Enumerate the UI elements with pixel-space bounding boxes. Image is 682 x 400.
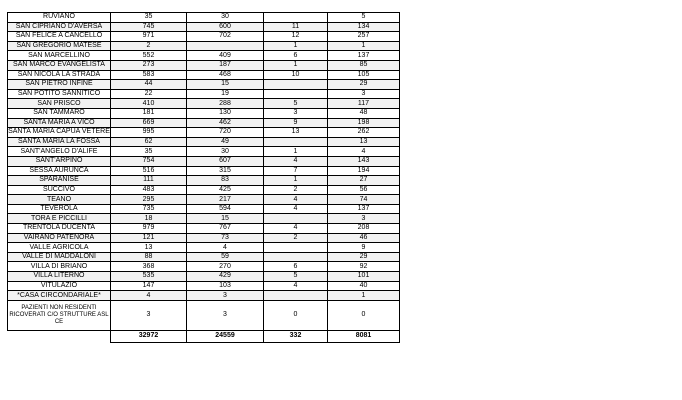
row-value-cell: 30 bbox=[187, 147, 264, 157]
row-name-cell: SUCCIVO bbox=[8, 185, 111, 195]
table-row bbox=[8, 147, 400, 157]
row-value-cell: 5 bbox=[264, 272, 328, 282]
row-value-cell: 121 bbox=[111, 233, 187, 243]
table-row bbox=[8, 32, 400, 42]
table-row bbox=[8, 166, 400, 176]
row-value-cell: 29 bbox=[328, 252, 400, 262]
row-value-cell: 147 bbox=[111, 281, 187, 291]
table-row bbox=[8, 272, 400, 282]
table-row bbox=[8, 281, 400, 291]
row-value-cell: 257 bbox=[328, 32, 400, 42]
row-value-cell: 1 bbox=[264, 147, 328, 157]
row-value-cell: 85 bbox=[328, 60, 400, 70]
row-value-cell bbox=[187, 41, 264, 51]
row-value-cell: 4 bbox=[111, 291, 187, 301]
row-name-cell: SANT'ARPINO bbox=[8, 156, 111, 166]
table-row bbox=[8, 51, 400, 61]
row-name-cell: TORA E PICCILLI bbox=[8, 214, 111, 224]
row-value-cell: 35 bbox=[111, 13, 187, 23]
row-value-cell: 745 bbox=[111, 22, 187, 32]
row-value-cell: 12 bbox=[264, 32, 328, 42]
row-value-cell: 4 bbox=[264, 204, 328, 214]
row-name-cell: SAN TAMMARO bbox=[8, 108, 111, 118]
row-value-cell: 103 bbox=[187, 281, 264, 291]
table-row bbox=[8, 108, 400, 118]
row-value-cell: 62 bbox=[111, 137, 187, 147]
row-value-cell: 29 bbox=[328, 80, 400, 90]
row-value-cell: 1 bbox=[328, 41, 400, 51]
table-row bbox=[8, 128, 400, 138]
row-value-cell bbox=[264, 252, 328, 262]
row-value-cell: 594 bbox=[187, 204, 264, 214]
row-value-cell: 111 bbox=[111, 176, 187, 186]
row-name-cell: SAN MARCELLINO bbox=[8, 51, 111, 61]
row-value-cell: 754 bbox=[111, 156, 187, 166]
row-value-cell: 6 bbox=[264, 51, 328, 61]
row-value-cell: 4 bbox=[264, 156, 328, 166]
row-value-cell: 2 bbox=[111, 41, 187, 51]
row-value-cell bbox=[264, 243, 328, 253]
row-name-cell: VILLA DI BRIANO bbox=[8, 262, 111, 272]
row-value-cell: 468 bbox=[187, 70, 264, 80]
row-value-cell: 735 bbox=[111, 204, 187, 214]
table-row bbox=[8, 156, 400, 166]
row-value-cell bbox=[264, 89, 328, 99]
row-name-cell: TRENTOLA DUCENTA bbox=[8, 224, 111, 234]
data-table-container bbox=[7, 12, 400, 343]
row-value-cell: 2 bbox=[264, 233, 328, 243]
row-value-cell: 92 bbox=[328, 262, 400, 272]
totals-empty-cell bbox=[8, 330, 111, 342]
row-value-cell: 767 bbox=[187, 224, 264, 234]
row-value-cell: 130 bbox=[187, 108, 264, 118]
row-name-cell: VALLE AGRICOLA bbox=[8, 243, 111, 253]
row-value-cell: 18 bbox=[111, 214, 187, 224]
total-cell: 8081 bbox=[328, 330, 400, 342]
table-row bbox=[8, 291, 400, 301]
row-value-cell bbox=[264, 13, 328, 23]
row-value-cell: 217 bbox=[187, 195, 264, 205]
row-value-cell: 10 bbox=[264, 70, 328, 80]
table-row bbox=[8, 99, 400, 109]
row-value-cell: 194 bbox=[328, 166, 400, 176]
row-value-cell: 971 bbox=[111, 32, 187, 42]
row-value-cell: 535 bbox=[111, 272, 187, 282]
row-value-cell: 273 bbox=[111, 60, 187, 70]
row-value-cell: 56 bbox=[328, 185, 400, 195]
row-name-cell: SAN CIPRIANO D'AVERSA bbox=[8, 22, 111, 32]
row-value-cell: 702 bbox=[187, 32, 264, 42]
row-value-cell: 35 bbox=[111, 147, 187, 157]
row-value-cell: 137 bbox=[328, 51, 400, 61]
table-row bbox=[8, 80, 400, 90]
row-value-cell: 6 bbox=[264, 262, 328, 272]
row-value-cell: 3 bbox=[328, 214, 400, 224]
row-value-cell: 181 bbox=[111, 108, 187, 118]
row-name-cell: SAN PIETRO INFINE bbox=[8, 80, 111, 90]
row-value-cell: 4 bbox=[328, 147, 400, 157]
row-value-cell: 134 bbox=[328, 22, 400, 32]
row-value-cell: 979 bbox=[111, 224, 187, 234]
table-row bbox=[8, 224, 400, 234]
row-value-cell: 669 bbox=[111, 118, 187, 128]
row-value-cell: 3 bbox=[187, 300, 264, 330]
row-value-cell: 19 bbox=[187, 89, 264, 99]
row-value-cell: 13 bbox=[264, 128, 328, 138]
row-value-cell: 4 bbox=[264, 281, 328, 291]
row-name-cell: VILLA LITERNO bbox=[8, 272, 111, 282]
row-value-cell: 295 bbox=[111, 195, 187, 205]
row-value-cell: 1 bbox=[328, 291, 400, 301]
row-name-cell: TEVEROLA bbox=[8, 204, 111, 214]
row-name-cell: SAN GREGORIO MATESE bbox=[8, 41, 111, 51]
row-value-cell bbox=[264, 80, 328, 90]
row-value-cell: 607 bbox=[187, 156, 264, 166]
table-row bbox=[8, 89, 400, 99]
row-value-cell: 4 bbox=[264, 224, 328, 234]
row-value-cell: 368 bbox=[111, 262, 187, 272]
row-name-cell: SAN PRISCO bbox=[8, 99, 111, 109]
table-row bbox=[8, 185, 400, 195]
row-value-cell: 74 bbox=[328, 195, 400, 205]
row-value-cell: 1 bbox=[264, 60, 328, 70]
row-value-cell: 88 bbox=[111, 252, 187, 262]
table-row-totals bbox=[8, 330, 400, 342]
table-row bbox=[8, 22, 400, 32]
row-value-cell: 9 bbox=[264, 118, 328, 128]
total-cell: 332 bbox=[264, 330, 328, 342]
row-value-cell: 262 bbox=[328, 128, 400, 138]
row-value-cell: 4 bbox=[264, 195, 328, 205]
row-name-cell: SESSA AURUNCA bbox=[8, 166, 111, 176]
row-value-cell: 137 bbox=[328, 204, 400, 214]
row-value-cell: 117 bbox=[328, 99, 400, 109]
row-value-cell: 49 bbox=[187, 137, 264, 147]
row-value-cell: 1 bbox=[264, 41, 328, 51]
row-name-cell: RUVIANO bbox=[8, 13, 111, 23]
row-name-cell: PAZIENTI NON RESIDENTI RICOVERATI C/O STRUTTURE ASL CE bbox=[8, 300, 111, 330]
row-value-cell: 483 bbox=[111, 185, 187, 195]
row-name-cell: VAIRANO PATENORA bbox=[8, 233, 111, 243]
row-value-cell: 48 bbox=[328, 108, 400, 118]
table-row-nonresident bbox=[8, 300, 400, 330]
row-value-cell: 22 bbox=[111, 89, 187, 99]
table-row bbox=[8, 118, 400, 128]
row-name-cell: VALLE DI MADDALONI bbox=[8, 252, 111, 262]
row-value-cell: 7 bbox=[264, 166, 328, 176]
row-value-cell: 3 bbox=[111, 300, 187, 330]
row-value-cell: 143 bbox=[328, 156, 400, 166]
table-row bbox=[8, 214, 400, 224]
row-value-cell: 73 bbox=[187, 233, 264, 243]
row-value-cell: 105 bbox=[328, 70, 400, 80]
row-value-cell: 583 bbox=[111, 70, 187, 80]
table-row bbox=[8, 195, 400, 205]
row-value-cell bbox=[264, 214, 328, 224]
row-value-cell: 4 bbox=[187, 243, 264, 253]
row-value-cell: 720 bbox=[187, 128, 264, 138]
row-value-cell: 198 bbox=[328, 118, 400, 128]
row-name-cell: SANT'ANGELO D'ALIFE bbox=[8, 147, 111, 157]
table-row bbox=[8, 233, 400, 243]
row-value-cell: 600 bbox=[187, 22, 264, 32]
row-value-cell: 5 bbox=[328, 13, 400, 23]
table-row bbox=[8, 137, 400, 147]
row-value-cell: 270 bbox=[187, 262, 264, 272]
row-name-cell: SANTA MARIA A VICO bbox=[8, 118, 111, 128]
row-value-cell: 1 bbox=[264, 176, 328, 186]
total-cell: 24559 bbox=[187, 330, 264, 342]
row-value-cell: 59 bbox=[187, 252, 264, 262]
row-value-cell bbox=[264, 291, 328, 301]
table-row bbox=[8, 176, 400, 186]
row-name-cell: SPARANISE bbox=[8, 176, 111, 186]
row-name-cell: SAN MARCO EVANGELISTA bbox=[8, 60, 111, 70]
table-row bbox=[8, 243, 400, 253]
table-row bbox=[8, 262, 400, 272]
row-value-cell: 187 bbox=[187, 60, 264, 70]
row-value-cell: 30 bbox=[187, 13, 264, 23]
row-value-cell: 552 bbox=[111, 51, 187, 61]
row-value-cell: 3 bbox=[328, 89, 400, 99]
row-value-cell: 410 bbox=[111, 99, 187, 109]
table-row bbox=[8, 204, 400, 214]
row-value-cell: 5 bbox=[264, 99, 328, 109]
row-value-cell: 13 bbox=[328, 137, 400, 147]
row-value-cell: 462 bbox=[187, 118, 264, 128]
row-value-cell: 44 bbox=[111, 80, 187, 90]
row-value-cell: 429 bbox=[187, 272, 264, 282]
row-value-cell: 2 bbox=[264, 185, 328, 195]
row-value-cell: 15 bbox=[187, 80, 264, 90]
table-row bbox=[8, 70, 400, 80]
row-value-cell: 83 bbox=[187, 176, 264, 186]
table-row bbox=[8, 60, 400, 70]
table-row bbox=[8, 252, 400, 262]
total-cell: 32972 bbox=[111, 330, 187, 342]
row-value-cell: 9 bbox=[328, 243, 400, 253]
row-value-cell: 3 bbox=[264, 108, 328, 118]
row-value-cell: 3 bbox=[187, 291, 264, 301]
row-name-cell: SAN POTITO SANNITICO bbox=[8, 89, 111, 99]
row-value-cell: 11 bbox=[264, 22, 328, 32]
row-name-cell: SANTA MARIA CAPUA VETERE bbox=[8, 128, 110, 136]
row-name-cell: *CASA CIRCONDARIALE* bbox=[8, 291, 111, 301]
row-name-cell: TEANO bbox=[8, 195, 111, 205]
data-table bbox=[7, 12, 400, 343]
row-name-cell: VITULAZIO bbox=[8, 281, 111, 291]
row-value-cell: 208 bbox=[328, 224, 400, 234]
row-value-cell: 516 bbox=[111, 166, 187, 176]
row-value-cell: 27 bbox=[328, 176, 400, 186]
row-value-cell: 101 bbox=[328, 272, 400, 282]
row-name-cell: SANTA MARIA LA FOSSA bbox=[8, 137, 111, 147]
table-row bbox=[8, 13, 400, 23]
row-name-cell: SAN NICOLA LA STRADA bbox=[8, 70, 111, 80]
table-row bbox=[8, 41, 400, 51]
row-value-cell: 0 bbox=[328, 300, 400, 330]
row-value-cell: 288 bbox=[187, 99, 264, 109]
table-body bbox=[8, 13, 400, 343]
row-value-cell bbox=[264, 137, 328, 147]
row-name-cell: SAN FELICE A CANCELLO bbox=[8, 32, 111, 42]
row-value-cell: 995 bbox=[111, 128, 187, 138]
row-value-cell: 409 bbox=[187, 51, 264, 61]
row-value-cell: 315 bbox=[187, 166, 264, 176]
row-value-cell: 40 bbox=[328, 281, 400, 291]
row-value-cell: 425 bbox=[187, 185, 264, 195]
row-value-cell: 13 bbox=[111, 243, 187, 253]
row-value-cell: 15 bbox=[187, 214, 264, 224]
row-value-cell: 46 bbox=[328, 233, 400, 243]
row-value-cell: 0 bbox=[264, 300, 328, 330]
